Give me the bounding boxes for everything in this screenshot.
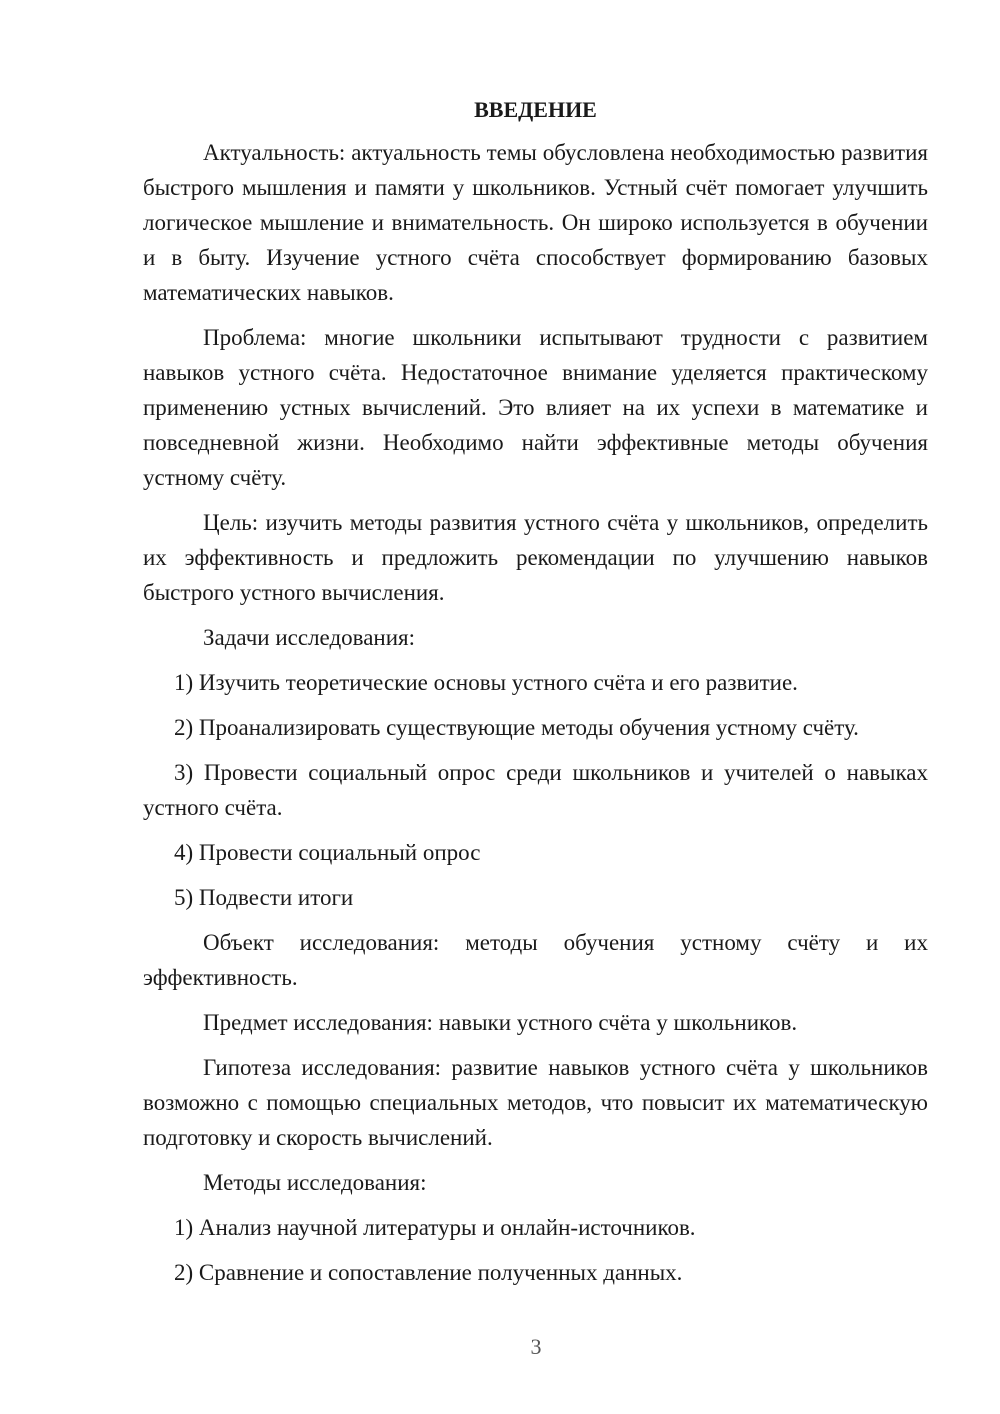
object-paragraph: Объект исследования: методы обучения устному счёту и их эффективность. [143,930,928,990]
task-item: 4) Провести социальный опрос [174,840,481,865]
problem-paragraph: Проблема: многие школьники испытывают трудности с развитием навыков устного счёта. Недостаточное внимание уделяется практическому применению устных вычислений. Это влияет на их успехи в математике и повседневной жизни. Необходимо найти эффективные методы обучения устному счёту. [143,325,928,490]
section-title: ВВЕДЕНИЕ [474,97,597,122]
task-item: 3) Провести социальный опрос среди школьников и учителей о навыках устного счёта. [143,760,928,820]
goal-paragraph: Цель: изучить методы развития устного счёта у школьников, определить их эффективность и предложить рекомендации по улучшению навыков быстрого устного вычисления. [143,510,928,605]
hypothesis-paragraph: Гипотеза исследования: развитие навыков устного счёта у школьников возможно с помощью специальных методов, что повысит их математическую подготовку и скорость вычислений. [143,1055,928,1150]
page-number: 3 [530,1334,542,1359]
task-item: 5) Подвести итоги [174,885,354,910]
relevance-paragraph: Актуальность: актуальность темы обусловлена необходимостью развития быстрого мышления и памяти у школьников. Устный счёт помогает улучшить логическое мышление и внимательность. Он широко используется в обучении и в быту. Изучение устного счёта способствует формированию базовых математических навыков. [143,140,928,305]
methods-heading: Методы исследования: [203,1170,427,1195]
method-item: 2) Сравнение и сопоставление полученных данных. [174,1260,683,1285]
subject-paragraph: Предмет исследования: навыки устного счёта у школьников. [203,1010,798,1035]
method-item: 1) Анализ научной литературы и онлайн-источников. [174,1215,696,1240]
document-page [143,92,928,1300]
task-item: 2) Проанализировать существующие методы обучения устному счёту. [174,715,859,740]
tasks-heading: Задачи исследования: [203,625,416,650]
task-item: 1) Изучить теоретические основы устного счёта и его развитие. [174,670,798,695]
